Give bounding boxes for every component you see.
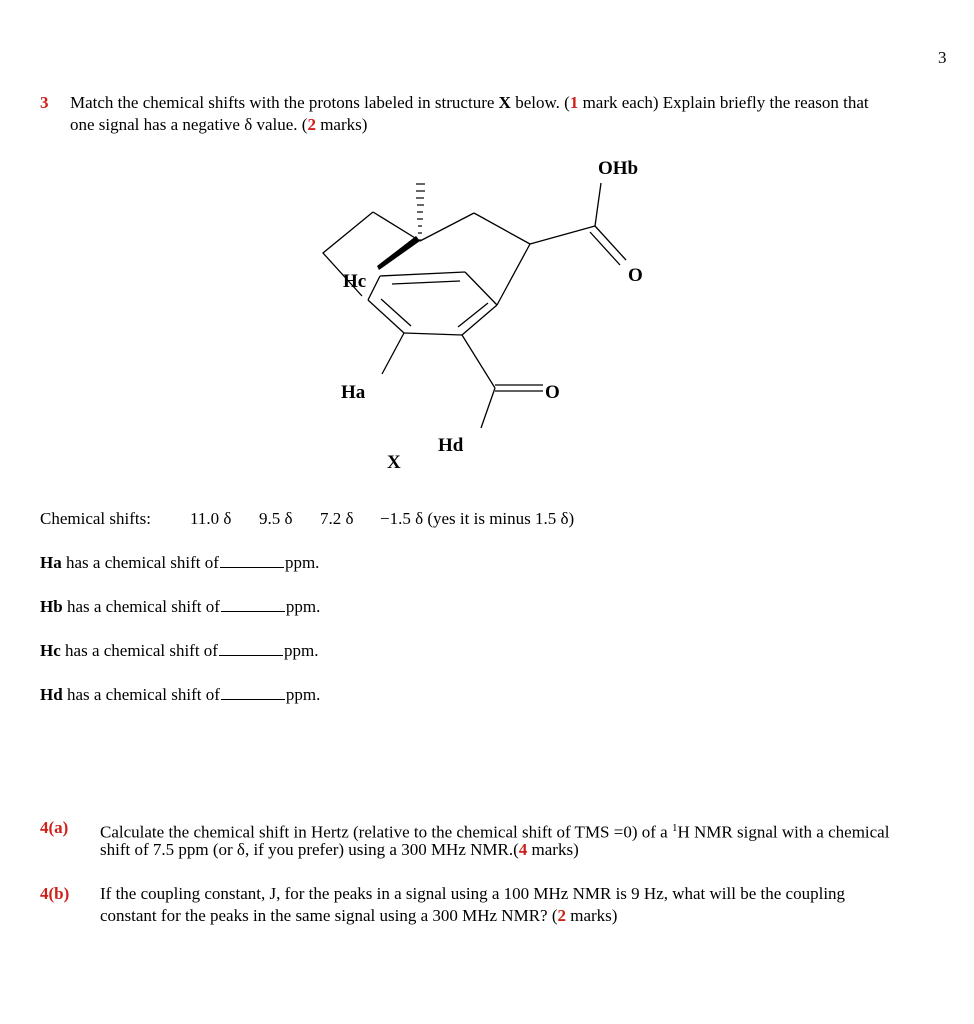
shift-value-4: −1.5 δ (yes it is minus 1.5 δ) xyxy=(380,509,575,528)
answer-blank-hc[interactable] xyxy=(219,641,283,656)
structure-x-diagram xyxy=(0,0,974,480)
q3-text-line2: one signal has a negative δ value. (2 marks) xyxy=(70,115,368,134)
q3-number: 3 xyxy=(40,93,49,112)
answer-line-hb: Hb has a chemical shift of ppm. xyxy=(40,597,321,616)
chemical-shifts-label: Chemical shifts: xyxy=(40,509,151,528)
q4b-text: If the coupling constant, J, for the peaks in a signal using a 100 MHz NMR is 9 Hz, what will be the coupling xyxy=(100,884,846,903)
hashed-wedge-bond xyxy=(416,184,425,240)
label-hc: Hc xyxy=(343,271,367,292)
answer-blank-ha[interactable] xyxy=(220,553,284,568)
label-hd: Hd xyxy=(438,435,464,456)
q4a-number: 4(a) xyxy=(40,818,69,837)
label-o-aldehyde: O xyxy=(545,382,560,403)
q4b-number: 4(b) xyxy=(40,884,70,903)
q3-text: Match the chemical shifts with the protons labeled in structure X below. (1 mark each) Explain briefly the reason that xyxy=(70,93,869,112)
q4a-text-line2: shift of 7.5 ppm (or δ, if you prefer) using a 300 MHz NMR.(4 marks) xyxy=(100,840,579,859)
q4b-text-line2: constant for the peaks in the same signal using a 300 MHz NMR? (2 marks) xyxy=(100,906,618,925)
shift-value-3: 7.2 δ xyxy=(320,509,354,528)
answer-line-ha: Ha has a chemical shift of ppm. xyxy=(40,553,320,572)
shift-value-2: 9.5 δ xyxy=(259,509,293,528)
shift-value-1: 11.0 δ xyxy=(190,509,232,528)
answer-line-hd: Hd has a chemical shift of ppm. xyxy=(40,685,321,704)
label-x: X xyxy=(387,452,401,473)
answer-blank-hd[interactable] xyxy=(221,685,285,700)
label-ohb: OHb xyxy=(598,158,639,179)
answer-line-hc: Hc has a chemical shift of ppm. xyxy=(40,641,319,660)
label-o-acid: O xyxy=(628,265,643,286)
answer-blank-hb[interactable] xyxy=(221,597,285,612)
page-number: 3 xyxy=(938,48,947,67)
q4a-text: Calculate the chemical shift in Hertz (relative to the chemical shift of TMS =0) of a $^1$H NMR signal with a chemical xyxy=(100,822,890,842)
label-ha: Ha xyxy=(341,382,366,403)
structure-bonds xyxy=(323,183,626,428)
solid-wedge-bond xyxy=(377,236,420,270)
